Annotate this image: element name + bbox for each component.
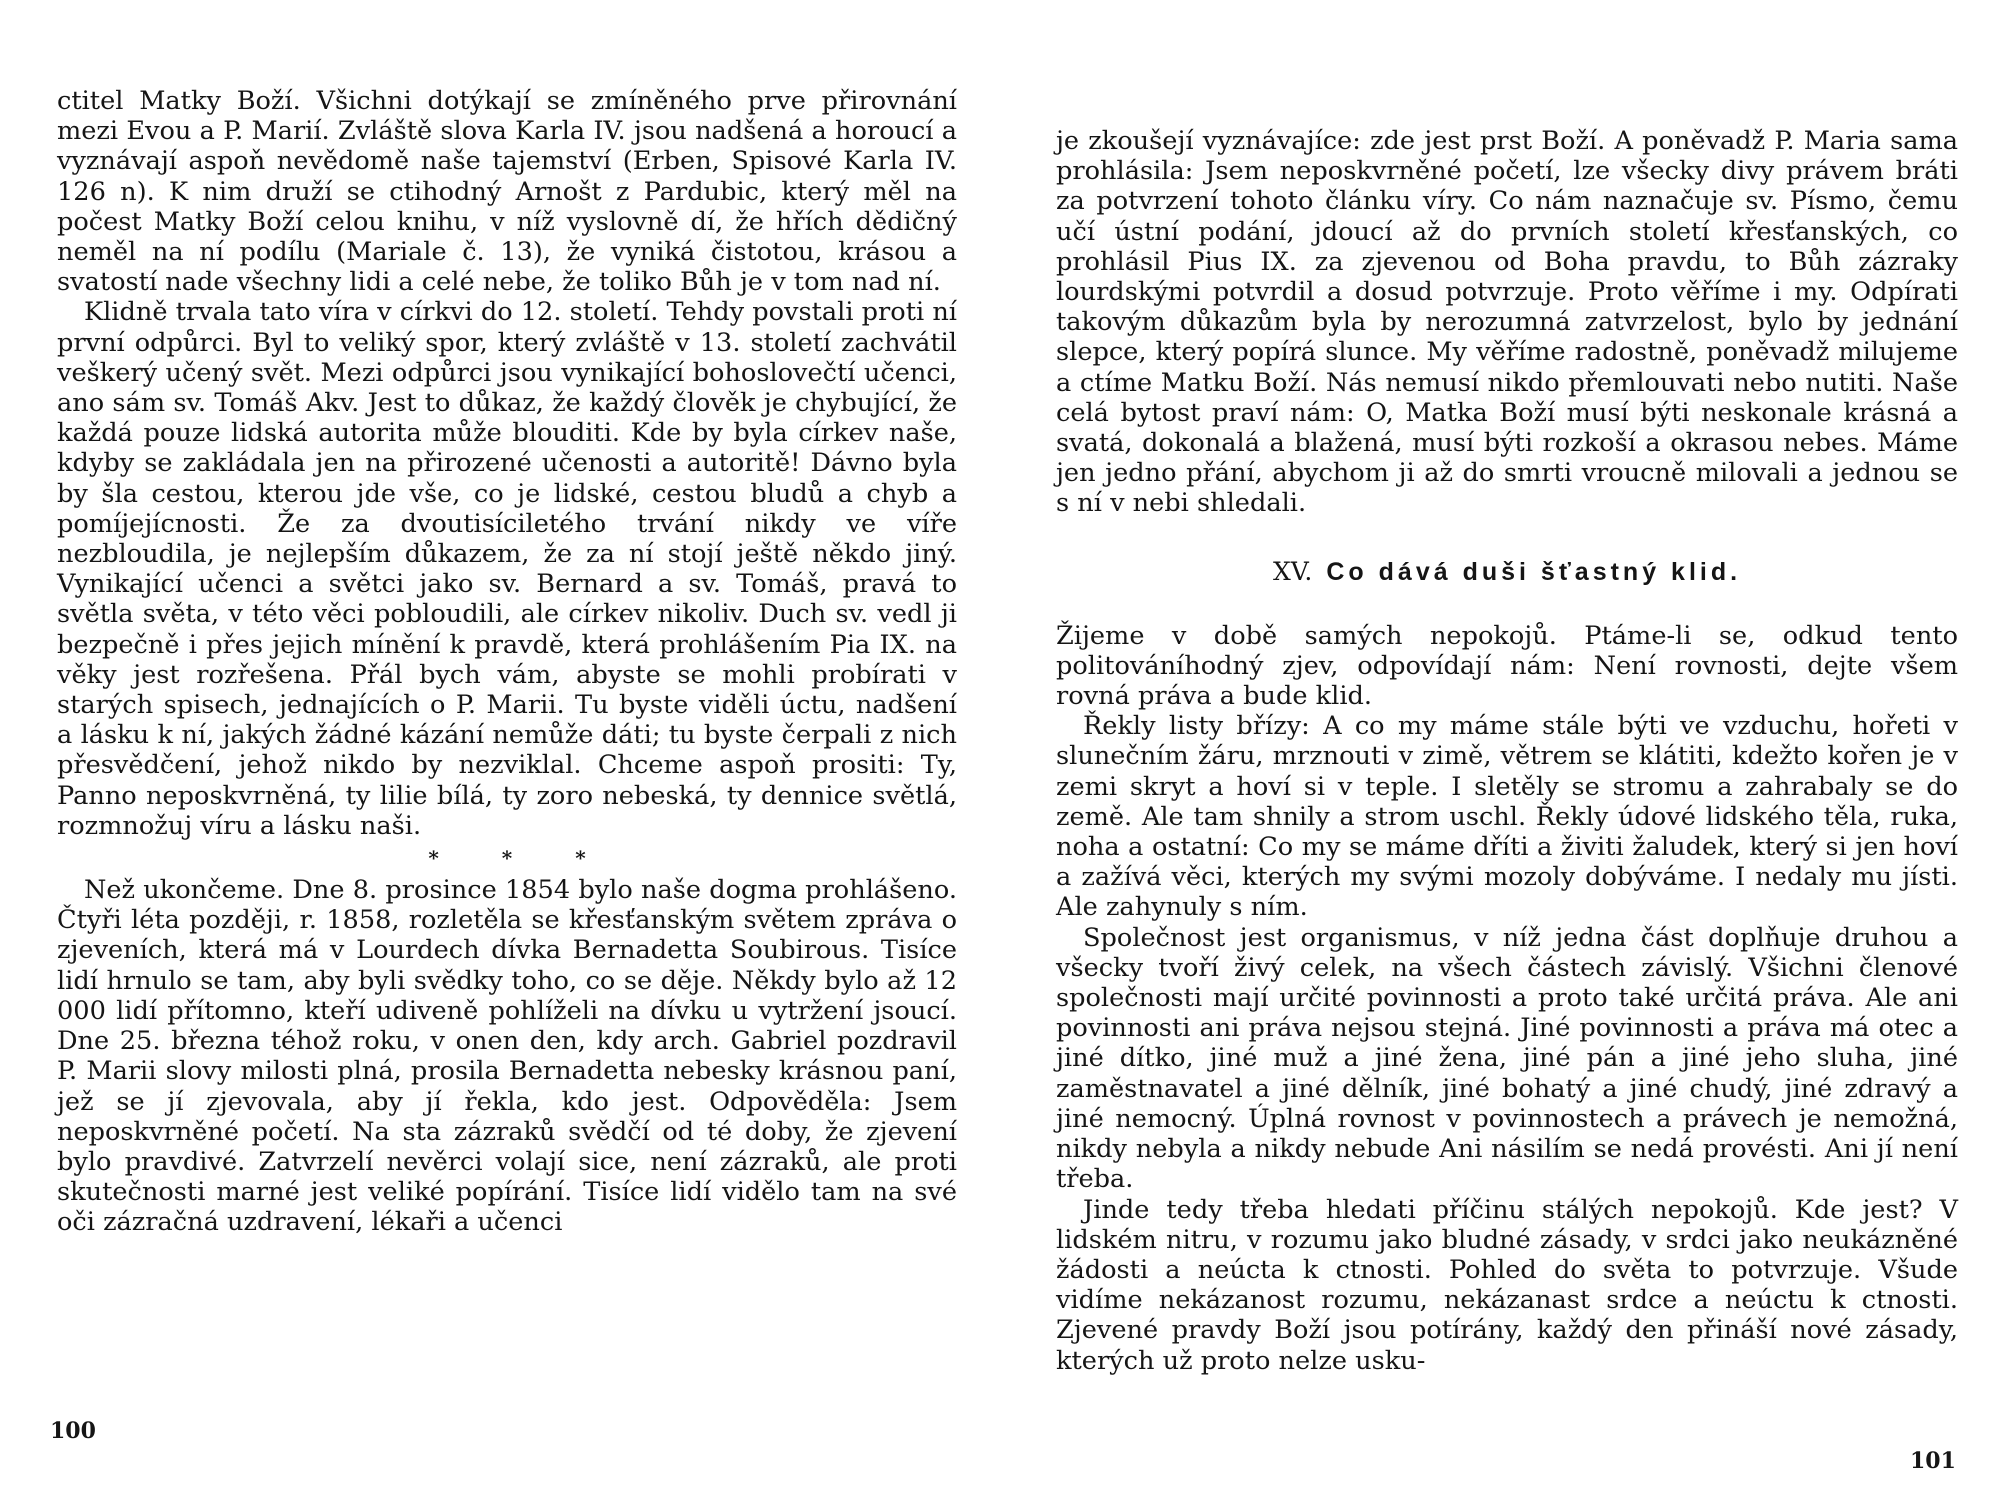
right-page [998, 0, 1996, 1500]
chapter-title: Co dává duši šťastný klid. [1326, 557, 1742, 586]
chapter-number: XV. [1272, 556, 1313, 586]
paragraph: Jinde tedy třeba hledati příčinu stálých nepokojů. Kde jest? V lidském nitru, v rozumu jako bludné zásady, v srdci jako neukázněné žádosti a neúcta k ctnosti. Pohled do světa to potvrzuje. Všude vidíme nekázanost rozumu, nekázanast srdce a neúctu k ctnosti. Zjevené pravdy Boží jsou potírány, každý den přináší nové zásady, kterých už proto nelze usku- [1056, 1194, 1958, 1376]
paragraph: je zkoušejí vyznávajíce: zde jest prst Boží. A poněvadž P. Maria sama prohlásila: Jsem neposkvrněné početí, lze všecky divy právem bráti za potvrzení tohoto článku víry. Co nám naznačuje sv. Písmo, čemu učí ústní podání, jdoucí až do prvních století křesťanských, co prohlásil Pius IX. za zjevenou od Boha pravdu, to Bůh zázraky lourdskými potvrdil a dosud potvrzuje. Proto věříme i my. Odpírati takovým důkazům byla by nerozumná zatvrzelost, bylo by jednání slepce, který popírá slunce. My věříme radostně, poněvadž milujeme a ctíme Matku Boží. Nás nemusí nikdo přemlouvati nebo nutiti. Naše celá bytost praví nám: O, Matka Boží musí býti neskonale krásná a svatá, dokonalá a blažená, musí býti rozkoší a okrasou nebes. Máme jen jedno přání, abychom ji až do smrti vroucně milovali a jednou se s ní v nebi shledali. [1056, 126, 1958, 519]
paragraph: Klidně trvala tato víra v církvi do 12. století. Tehdy povstali proti ní první odpůrci. Byl to veliký spor, který zvláště v 13. století zachvátil veškerý učený svět. Mezi odpůrci jsou vynikající bohoslovečtí učenci, ano sám sv. Tomáš Akv. Jest to důkaz, že každý člověk je chybující, že každá pouze lidská autorita může blouditi. Kde by byla církev naše, kdyby se zakládala jen na přirozené učenosti a autoritě! Dávno byla by šla cestou, kterou jde vše, co je lidské, cestou bludů a chyb a pomíjejícnosti. Že za dvoutisíciletého trvání nikdy ve víře nezbloudila, je nejlepším důkazem, že za ní stojí ještě někdo jiný. Vynikající učenci a světci jako sv. Bernard a sv. Tomáš, pravá to světla světa, v této věci pobloudili, ale církev nikoliv. Duch sv. vedl ji bezpečně i přes jejich mínění k pravdě, která prohlášením Pia IX. na věky jest rozřešena. Přál bych vám, abyste se mohli probírati v starých spisech, jednajících o P. Marii. Tu byste viděli úctu, nadšení a lásku k ní, jakých žádné kázání nemůže dáti; tu byste čerpali z nich přesvědčení, jehož nikdo by nezviklal. Chceme aspoň prositi: Ty, Panno neposkvrněná, ty lilie bílá, ty zoro nebeská, ty dennice světlá, rozmnožuj víru a lásku naši. [57, 297, 957, 841]
left-text-column [57, 86, 957, 1238]
page-number-right: 101 [1910, 1448, 1956, 1474]
paragraph: Společnost jest organismus, v níž jedna část doplňuje druhou a všecky tvoří živý celek, na všech částech závislý. Všichni členové společnosti mají určité povinnosti a proto také určitá práva. Ale ani povinnosti ani práva nejsou stejná. Jiné povinnosti a práva má otec a jiné dítko, jiné muž a jiné žena, jiné pán a jiné jeho sluha, jiné zaměstnavatel a jiné dělník, jiné bohatý a jiné chudý, jiné zdravý a jiné nemocný. Úplná rovnost v povinnostech a právech je nemožná, nikdy nebyla a nikdy nebude Ani násilím se nedá provésti. Ani jí není třeba. [1056, 922, 1958, 1195]
right-text-column [1056, 126, 1958, 1376]
paragraph: Řekly listy břízy: A co my máme stále býti ve vzduchu, hořeti v slunečním žáru, mrznouti v zimě, větrem se klátiti, kdežto kořen je v zemi skryt a hoví si v teple. I sletěly se stromu a zahrabaly se do země. Ale tam shnily a strom uschl. Řekly údové lidského těla, ruka, noha a ostatní: Co my se máme dříti a živiti žaludek, který si jen hoví a zažívá věci, kterých my svými mozoly dobýváme. I nedaly mu jísti. Ale zahynuly s ním. [1056, 711, 1958, 923]
paragraph: ctitel Matky Boží. Všichni dotýkají se zmíněného prve přirovnání mezi Evou a P. Marií. Zvláště slova Karla IV. jsou nadšená a horoucí a vyznávají aspoň nevědomě naše tajemství (Erben, Spisové Karla IV. 126 n). K nim druží se ctihodný Arnošt z Pardubic, který měl na počest Matky Boží celou knihu, v níž vyslovně dí, že hřích dědičný neměl na ní podílu (Mariale č. 13), že vyniká čistotou, krásou a svatostí nade všechny lidi a celé nebe, že toliko Bůh je v tom nad ní. [57, 86, 957, 298]
page-number-left: 100 [50, 1418, 96, 1444]
paragraph: Než ukončeme. Dne 8. prosince 1854 bylo naše dogma prohlášeno. Čtyři léta později, r. 1858, rozletěla se křesťanským světem zpráva o zjeveních, která má v Lourdech dívka Bernadetta Soubirous. Tisíce lidí hrnulo se tam, aby byli svědky toho, co se děje. Někdy bylo až 12 000 lidí přítomno, kteří udiveně pohlíželi na dívku u vytržení jsoucí. Dne 25. března téhož roku, v onen den, kdy arch. Gabriel pozdravil P. Marii slovy milosti plná, prosila Bernadetta nebesky krásnou paní, jež se jí zjevovala, aby jí řekla, kdo jest. Odpověděla: Jsem neposkvrněné početí. Na sta zázraků svědčí od té doby, že zjevení bylo pravdivé. Zatvrzelí nevěrci volají sice, není zázraků, ale proti skutečnosti marné jest veliké popírání. Tisíce lidí vidělo tam na své oči zázračná uzdravení, lékaři a učenci [57, 875, 957, 1238]
paragraph: Žijeme v době samých nepokojů. Ptáme-li se, odkud tento politováníhodný zjev, odpovídají nám: Není rovnosti, dejte všem rovná práva a bude klid. [1056, 620, 1958, 712]
chapter-heading [1056, 557, 1958, 587]
section-separator: * * * [428, 846, 614, 871]
